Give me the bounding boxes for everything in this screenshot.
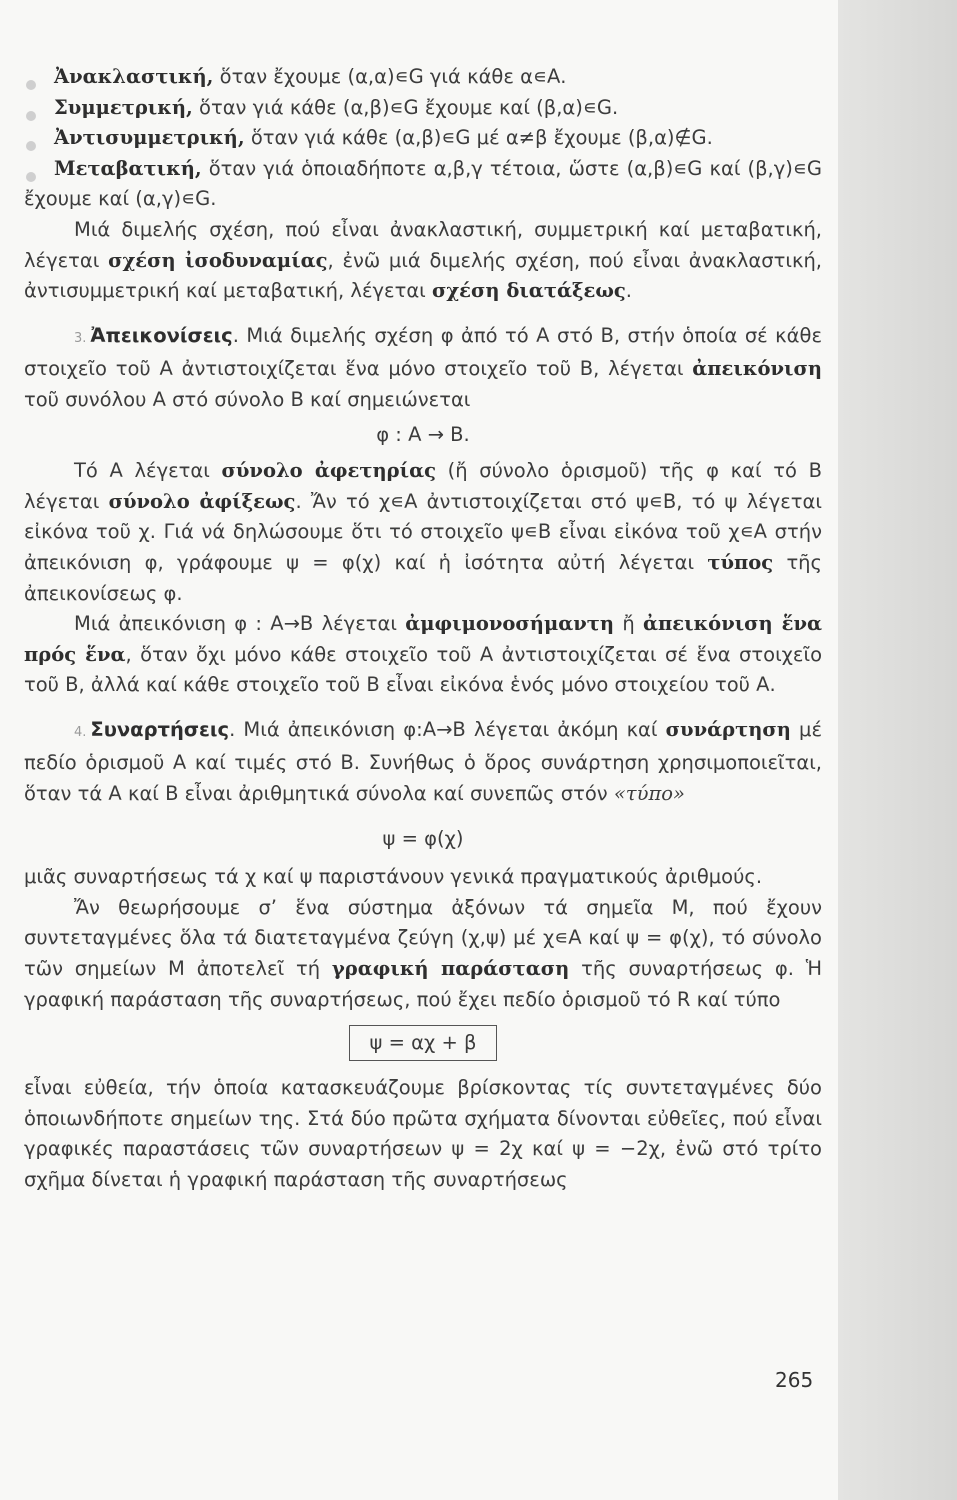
text-run: μέ πεδίο ὁρισμοῦ Α καί τιμές στό Β. Συνήθως ὁ ὅρος συνάρτηση χρησιμοποιεῖται, ὅταν τά Α καί Β εἶναι ἀριθμητικά σύνολα καί συνεπῶς στόν — [24, 717, 822, 806]
page-text — [24, 62, 822, 1196]
bullet-text: ὅταν γιά κάθε (α,β)∊G ἔχουμε καί (β,α)∊G. — [192, 95, 619, 119]
text-run: (ἤ σύνολο ὁρισμοῦ) τῆς φ καί τό Β λέγεται — [24, 459, 822, 513]
bullet-text: ὅταν γιά ὁποιαδήποτε α,β,γ τέτοια, ὥστε (α,β)∊G καί (β,γ)∊G ἔχουμε καί (α,γ)∊G. — [24, 156, 822, 211]
text-run: . — [625, 279, 632, 303]
page-number: 265 — [775, 1368, 814, 1392]
term-bijective: ἀμφιμονοσήμαντη — [405, 612, 615, 636]
formula-linear-wrap — [24, 1025, 822, 1061]
term-formula: τύπος — [707, 550, 774, 574]
bullet-antisymmetric — [24, 123, 822, 154]
section-4-paragraph — [24, 715, 822, 810]
paragraph-graph — [24, 893, 822, 1015]
section-title: Ἀπεικονίσεις — [90, 323, 233, 347]
bullet-dot-icon — [26, 141, 36, 151]
term-graph: γραφική παράσταση — [331, 957, 570, 981]
bullet-symmetric — [24, 93, 822, 124]
bullet-dot-icon — [26, 172, 36, 182]
formula-linear-box: ψ = αχ + β — [349, 1025, 498, 1061]
bullet-term: Μεταβατική, — [54, 156, 202, 180]
term-equivalence: σχέση ἰσοδυναμίας — [108, 248, 328, 272]
term-typos: «τύπο» — [613, 782, 685, 806]
page-edge-shadow — [838, 0, 957, 1500]
section-number: 4. — [74, 724, 87, 740]
text-run: . Μιά ἀπεικόνιση φ:Α→Β λέγεται ἀκόμη καί — [229, 717, 666, 741]
bullet-transitive — [24, 154, 822, 215]
text-run: τῆς ἀπεικονίσεως φ. — [24, 550, 822, 605]
term-function: συνάρτηση — [665, 717, 791, 741]
term-mapping: ἀπεικόνιση — [692, 357, 822, 381]
bullet-term: Συμμετρική, — [54, 95, 193, 119]
text-run: . Ἄν τό χ∊Α ἀντιστοιχίζεται στό ψ∊Β, τό ψ λέγεται εἰκόνα τοῦ χ. Γιά νά δηλώσουμε ὅτι τό στοιχεῖο ψ∊Β εἶναι εἰκόνα τοῦ χ∊Α στήν ἀπεικόνιση φ, γράφουμε ψ = φ(χ) καί ἡ ἰσότητα αὐτή λέγεται — [24, 489, 822, 574]
text-run: Τό Α λέγεται — [74, 459, 222, 483]
paragraph-final: εἶναι εὐθεία, τήν ὁποία κατασκευάζουμε βρίσκοντας τίς συντεταγμένες δύο ὁποιωνδήποτε σημείων της. Στά δύο πρῶτα σχήματα δίνονται εὐθεῖες, πού εἶναι γραφικές παραστάσεις τῶν συναρτήσεων ψ = 2χ καί ψ = −2χ, ἐνῶ στό τρίτο σχῆμα δίνεται ἡ γραφική παράσταση τῆς συναρτήσεως — [24, 1076, 822, 1191]
bullet-term: Ἀνακλαστική, — [54, 65, 214, 88]
term-codomain: σύνολο ἀφίξεως — [108, 489, 296, 513]
term-one-to-one: ἀπεικόνιση ἕνα πρός ἕνα — [24, 612, 822, 666]
section-title: Συναρτήσεις — [90, 717, 230, 741]
bullet-text: ὅταν ἔχουμε (α,α)∊G γιά κάθε α∊Α. — [213, 65, 567, 88]
paragraph-equivalence — [24, 215, 822, 307]
text-run: Μιά ἀπεικόνιση φ : Α→Β λέγεται — [74, 612, 406, 636]
text-run: Μιά διμελής σχέση, πού εἶναι ἀνακλαστική, συμμετρική καί μεταβατική, λέγεται — [24, 217, 822, 272]
term-order: σχέση διατάξεως — [431, 279, 626, 303]
text-run: τῆς συναρτήσεως φ. Ἡ γραφική παράσταση τῆς συναρτήσεως, πού ἔχει πεδίο ὁρισμοῦ τό R καί τύπο — [24, 957, 822, 1011]
text-run: . Μιά διμελής σχέση φ ἀπό τό Α στό Β, στήν ὁποία σέ κάθε στοιχεῖο τοῦ Α ἀντιστοιχίζεται ἕνα μόνο στοιχεῖο τοῦ Β, λέγεται — [24, 323, 822, 381]
bullet-dot-icon — [26, 111, 36, 121]
section-3-paragraph — [24, 321, 822, 416]
text-run: τοῦ συνόλου Α στό σύνολο Β καί σημειώνεται — [24, 387, 471, 411]
bullet-text: ὅταν γιά κάθε (α,β)∊G μέ α≠β ἔχουμε (β,α)∉G. — [244, 126, 713, 150]
bullet-term: Ἀντισυμμετρική, — [54, 126, 245, 150]
section-number: 3. — [74, 330, 87, 346]
term-domain: σύνολο ἀφετηρίας — [221, 459, 436, 483]
paragraph-bijection — [24, 609, 822, 701]
text-run: Ἄν θεωρήσουμε σ’ ἕνα σύστημα ἀξόνων τά σημεῖα Μ, πού ἔχουν συντεταγμένες ὅλα τά διατεταγμένα ζεύγη (χ,ψ) μέ χ∊Α καί ψ = φ(χ), τό σύνολο τῶν σημείων Μ ἀποτελεῖ τή — [24, 895, 822, 981]
formula-function: ψ = φ(χ) — [382, 826, 464, 850]
paragraph-after-formula: μιᾶς συναρτήσεως τά χ καί ψ παριστάνουν γενικά πραγματικούς ἀριθμούς. — [24, 865, 763, 889]
bullet-reflexive — [24, 62, 822, 93]
formula-mapping: φ : Α → Β. — [376, 422, 470, 446]
text-run: , ὅταν ὄχι μόνο κάθε στοιχεῖο τοῦ Α ἀντιστοιχίζεται σέ ἕνα στοιχεῖο τοῦ Β, ἀλλά καί κάθε στοιχεῖο τοῦ Β εἶναι εἰκόνα ἑνός μόνο στοιχείου τοῦ Α. — [24, 642, 822, 697]
text-run: ἤ — [614, 612, 643, 636]
text-run: , ἐνῶ μιά διμελής σχέση, πού εἶναι ἀνακλαστική, ἀντισυμμετρική καί μεταβατική, λέγεται — [24, 248, 823, 303]
paragraph-domain — [24, 456, 822, 609]
bullet-dot-icon — [26, 80, 36, 90]
